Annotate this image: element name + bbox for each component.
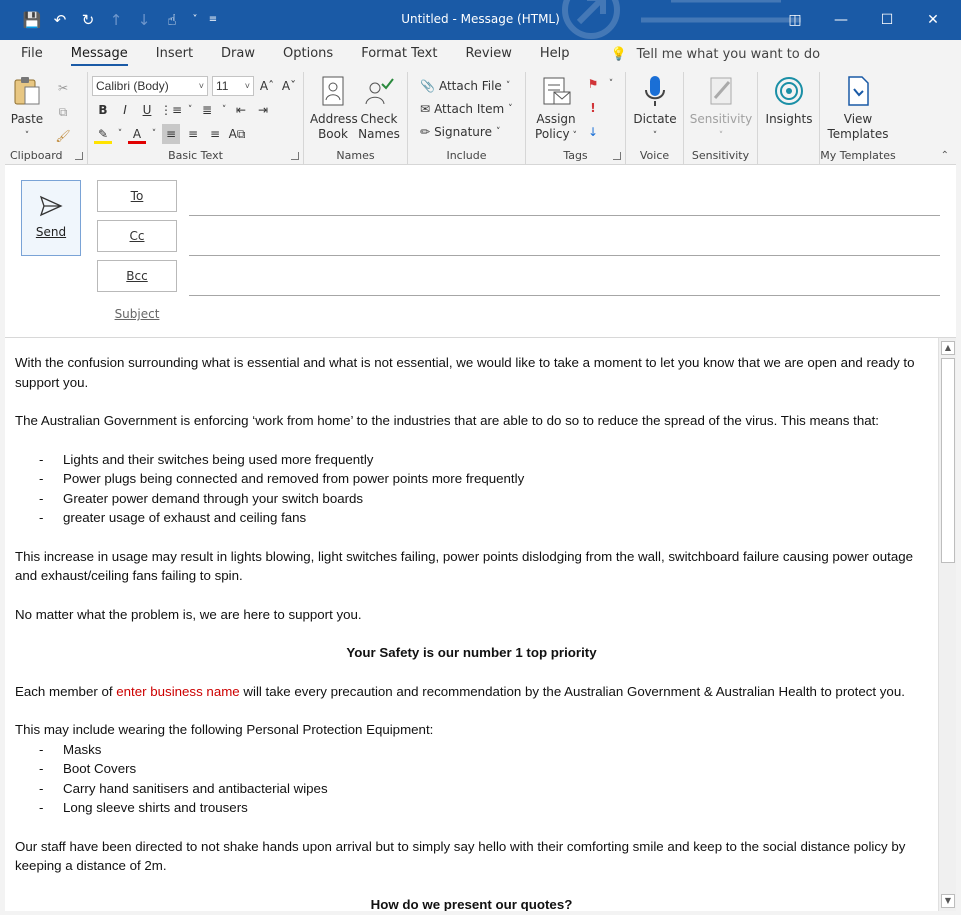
group-tags (526, 72, 626, 164)
group-sensitivity (684, 72, 758, 164)
insights-icon (773, 74, 805, 108)
bcc-button[interactable] (97, 260, 177, 292)
align-right-icon[interactable]: ≡ (209, 127, 221, 141)
undo-icon[interactable]: ↶ (53, 11, 67, 29)
sensitivity-label: Sensitivity (689, 112, 753, 126)
copy-icon[interactable]: ⧉ (58, 105, 68, 119)
align-center-icon[interactable]: ≡ (187, 127, 199, 141)
group-label-names: Names (336, 149, 375, 162)
subject-label-text: Subject (114, 307, 160, 321)
tab-help[interactable]: Help (539, 46, 570, 61)
assign-policy-button[interactable]: Assign Policy ˅ (532, 74, 580, 144)
basic-text-launcher-icon[interactable] (291, 152, 299, 160)
paste-icon (11, 74, 43, 108)
to-button[interactable] (97, 180, 177, 212)
send-button[interactable] (21, 180, 81, 256)
customize-qat-icon[interactable]: ≡ (208, 14, 218, 25)
group-label-sensitivity: Sensitivity (691, 149, 750, 162)
check-names-button[interactable] (356, 74, 402, 142)
list-item-text: Power plugs being connected and removed from power points more frequently (63, 471, 525, 486)
title-bar (0, 0, 961, 40)
list-marker: - (39, 510, 44, 525)
ribbon-tabs (0, 40, 961, 68)
send-icon (39, 195, 63, 217)
attach-file-label: Attach File (438, 79, 502, 93)
decrease-indent-icon[interactable]: ⇤ (236, 103, 247, 117)
chevron-down-icon[interactable]: ˅ (221, 105, 227, 115)
body-paragraph: The Australian Government is enforcing ‘work from home’ to the industries that are able to do so to reduce the spread of the virus. This means that: (15, 413, 880, 428)
list-item-text: Masks (63, 741, 102, 757)
body-heading: How do we present our quotes? (370, 896, 573, 912)
attach-item-label: Attach Item (434, 102, 505, 116)
body-paragraph: No matter what the problem is, we are here to support you. (15, 606, 362, 622)
group-label-templates: My Templates (820, 149, 896, 162)
chevron-down-icon[interactable]: ˅ (187, 105, 193, 115)
group-basic-text (88, 72, 304, 164)
save-icon[interactable]: 💾 (22, 11, 42, 29)
increase-indent-icon[interactable]: ⇥ (258, 103, 269, 117)
scroll-down-icon[interactable]: ▼ (941, 894, 955, 908)
body-paragraph: Our staff have been directed to not shake hands upon arrival but to simply say hello with their comforting smile and keep to the social distance policy by keeping a distance of 2m. (15, 838, 906, 873)
body-paragraph: This increase in usage may result in lights blowing, light switches failing, power points dislodging from the wall, switchboard failure causing power outage and exhaust/ceiling fans failing to spin. (15, 548, 914, 583)
signature-button[interactable] (420, 121, 500, 143)
chevron-down-icon: ˅ (505, 81, 511, 91)
clear-formatting-icon[interactable]: A⧉ (228, 127, 246, 141)
view-templates-label-1: View (843, 112, 873, 126)
list-item-text: greater usage of exhaust and ceiling fans (63, 510, 307, 525)
tab-review[interactable]: Review (465, 46, 512, 61)
list-item (15, 489, 928, 509)
business-name-placeholder: enter business name (116, 683, 240, 699)
minimize-button[interactable]: — (834, 12, 848, 28)
font-size-value: 11 (216, 79, 229, 93)
attach-item-icon: ✉ (420, 102, 431, 116)
signature-label: Signature (434, 125, 492, 139)
up-icon[interactable]: ↑ (109, 11, 123, 29)
microphone-icon (639, 74, 671, 108)
paperclip-icon: 📎 (420, 79, 435, 93)
font-color-icon[interactable]: A (128, 124, 146, 144)
compose-header (5, 165, 956, 338)
cut-icon[interactable]: ✂ (57, 81, 69, 95)
dictate-button[interactable]: Dictate ˅ (630, 74, 680, 144)
list-item (15, 469, 928, 489)
check-names-label-1: Check (360, 112, 398, 126)
paste-label: Paste (10, 112, 44, 126)
touch-icon[interactable]: ☝ (167, 11, 177, 29)
group-names (304, 72, 408, 164)
chevron-down-icon: ˅ (508, 104, 513, 114)
list-item (15, 759, 928, 779)
list-item (15, 508, 928, 528)
align-left-icon[interactable]: ≡ (162, 124, 180, 144)
list-item-text: Lights and their switches being used more frequently (63, 451, 374, 467)
group-label-voice: Voice (639, 149, 670, 162)
body-paragraph: This may include wearing the following Personal Protection Equipment: (15, 722, 434, 737)
bcc-field[interactable] (189, 295, 940, 296)
group-include (408, 72, 526, 164)
ribbon-display-icon[interactable]: ◫ (788, 12, 802, 28)
tab-insert[interactable]: Insert (155, 46, 194, 61)
format-painter-icon[interactable]: 🖌 (55, 129, 71, 143)
address-book-label-1: Address (310, 112, 358, 126)
clipboard-launcher-icon[interactable] (75, 152, 83, 160)
chevron-down-icon: ˅ (244, 81, 250, 91)
tab-file[interactable]: File (21, 46, 43, 61)
bcc-label: Bcc (126, 269, 148, 283)
insights-label: Insights (765, 112, 813, 126)
group-clipboard (0, 72, 88, 164)
shrink-font-icon[interactable]: Aˇ (281, 79, 297, 93)
chevron-down-icon: ˅ (495, 127, 501, 137)
list-marker: - (39, 800, 44, 815)
high-importance-icon[interactable]: ! (590, 101, 596, 115)
scroll-thumb[interactable] (941, 358, 955, 563)
down-icon[interactable]: ↓ (137, 11, 151, 29)
assign-policy-label-2: Policy (535, 127, 570, 141)
sensitivity-button[interactable]: Sensitivity ˅ (688, 74, 754, 144)
chevron-down-icon[interactable]: ˅ (608, 79, 614, 89)
signature-icon: ✏ (420, 125, 431, 139)
send-label: Send (35, 225, 67, 239)
assign-policy-label-1: Assign (536, 112, 576, 126)
tab-draw[interactable]: Draw (221, 46, 256, 61)
address-book-label-2: Book (318, 127, 348, 141)
view-templates-button[interactable] (824, 74, 892, 142)
list-marker: - (39, 471, 44, 486)
body-text: will take every precaution and recommendation by the Australian Government & Australian Health to protect you. (239, 683, 905, 699)
tell-me-box[interactable] (610, 47, 820, 62)
list-marker: - (39, 761, 44, 776)
tab-message[interactable]: Message (71, 40, 128, 68)
highlight-icon[interactable]: ✎ (94, 124, 112, 144)
chevron-down-icon[interactable]: ˅ (192, 14, 198, 25)
paste-button[interactable]: Paste ˅ (8, 74, 46, 144)
bold-icon[interactable]: B (98, 103, 108, 117)
chevron-down-icon[interactable]: ˅ (117, 129, 123, 139)
message-body[interactable] (5, 338, 938, 914)
italic-icon[interactable]: I (123, 103, 127, 117)
chevron-down-icon: ˅ (198, 81, 204, 91)
list-item-text: Carry hand sanitisers and antibacterial wipes (63, 780, 328, 796)
collapse-ribbon-icon[interactable]: ⌃ (940, 150, 949, 161)
group-voice (626, 72, 684, 164)
list-item (15, 740, 928, 760)
maximize-button[interactable]: ☐ (880, 12, 894, 28)
font-name-value: Calibri (Body) (96, 79, 169, 93)
view-templates-label-2: Templates (827, 127, 889, 141)
check-names-icon (363, 74, 395, 108)
templates-icon (842, 74, 874, 108)
list-item-text: Boot Covers (63, 761, 137, 776)
check-names-label-2: Names (358, 127, 400, 141)
follow-up-flag-icon[interactable]: ⚑ (587, 77, 599, 91)
group-label-include: Include (446, 149, 487, 162)
vertical-scrollbar[interactable] (938, 338, 956, 911)
window-title: Untitled - Message (HTML) (401, 12, 560, 26)
cc-label: Cc (129, 229, 145, 243)
body-heading: Your Safety is our number 1 top priority (346, 645, 597, 660)
to-field[interactable] (189, 215, 940, 216)
ribbon (0, 68, 961, 165)
quick-access-toolbar (20, 8, 220, 32)
list-item-text: Long sleeve shirts and trousers (63, 800, 248, 815)
close-button[interactable]: ✕ (927, 12, 939, 28)
list-item (15, 798, 928, 818)
list-item (15, 450, 928, 470)
cc-button[interactable] (97, 220, 177, 252)
list-item-text: Greater power demand through your switch boards (63, 490, 364, 506)
redo-icon[interactable]: ↻ (81, 11, 95, 29)
numbering-icon[interactable]: ≣ (202, 103, 213, 117)
to-label: To (130, 189, 144, 203)
list-item (15, 779, 928, 799)
address-book-button[interactable] (310, 74, 356, 142)
attach-item-button[interactable] (420, 98, 513, 120)
assign-policy-icon (540, 74, 572, 108)
dictate-label: Dictate (633, 112, 677, 126)
tags-launcher-icon[interactable] (613, 152, 621, 160)
subject-label (97, 307, 177, 321)
insights-button[interactable] (762, 74, 816, 127)
underline-icon[interactable]: U (142, 103, 152, 117)
sensitivity-icon (705, 74, 737, 108)
body-paragraph (15, 682, 928, 702)
body-paragraph: With the confusion surrounding what is essential and what is not essential, we would like to take a moment to let you know that we are open and ready to support you. (15, 355, 915, 390)
address-book-icon (317, 74, 349, 108)
grow-font-icon[interactable]: Aˆ (259, 79, 275, 93)
bullets-icon[interactable]: ⋮≡ (160, 103, 183, 117)
chevron-down-icon[interactable]: ˅ (151, 129, 157, 139)
group-my-templates (820, 72, 896, 164)
group-label-tags: Tags (563, 149, 588, 162)
cc-field[interactable] (189, 255, 940, 256)
scroll-up-icon[interactable]: ▲ (941, 341, 955, 355)
list-marker: - (39, 490, 44, 506)
list-marker: - (39, 741, 44, 757)
font-name-select[interactable] (92, 76, 208, 96)
tab-format-text[interactable]: Format Text (361, 46, 438, 61)
group-insights (758, 72, 820, 164)
list-marker: - (39, 451, 44, 467)
group-label-basic-text: Basic Text (168, 149, 223, 162)
list-marker: - (39, 780, 44, 796)
low-importance-icon[interactable]: ↓ (587, 125, 599, 139)
lightbulb-icon: 💡 (610, 46, 627, 62)
body-text: Each member of (15, 683, 117, 699)
tell-me-text: Tell me what you want to do (636, 46, 821, 62)
font-size-select[interactable] (212, 76, 254, 96)
group-label-clipboard: Clipboard (10, 149, 63, 162)
attach-file-button[interactable] (420, 75, 510, 97)
tab-options[interactable]: Options (283, 46, 334, 61)
